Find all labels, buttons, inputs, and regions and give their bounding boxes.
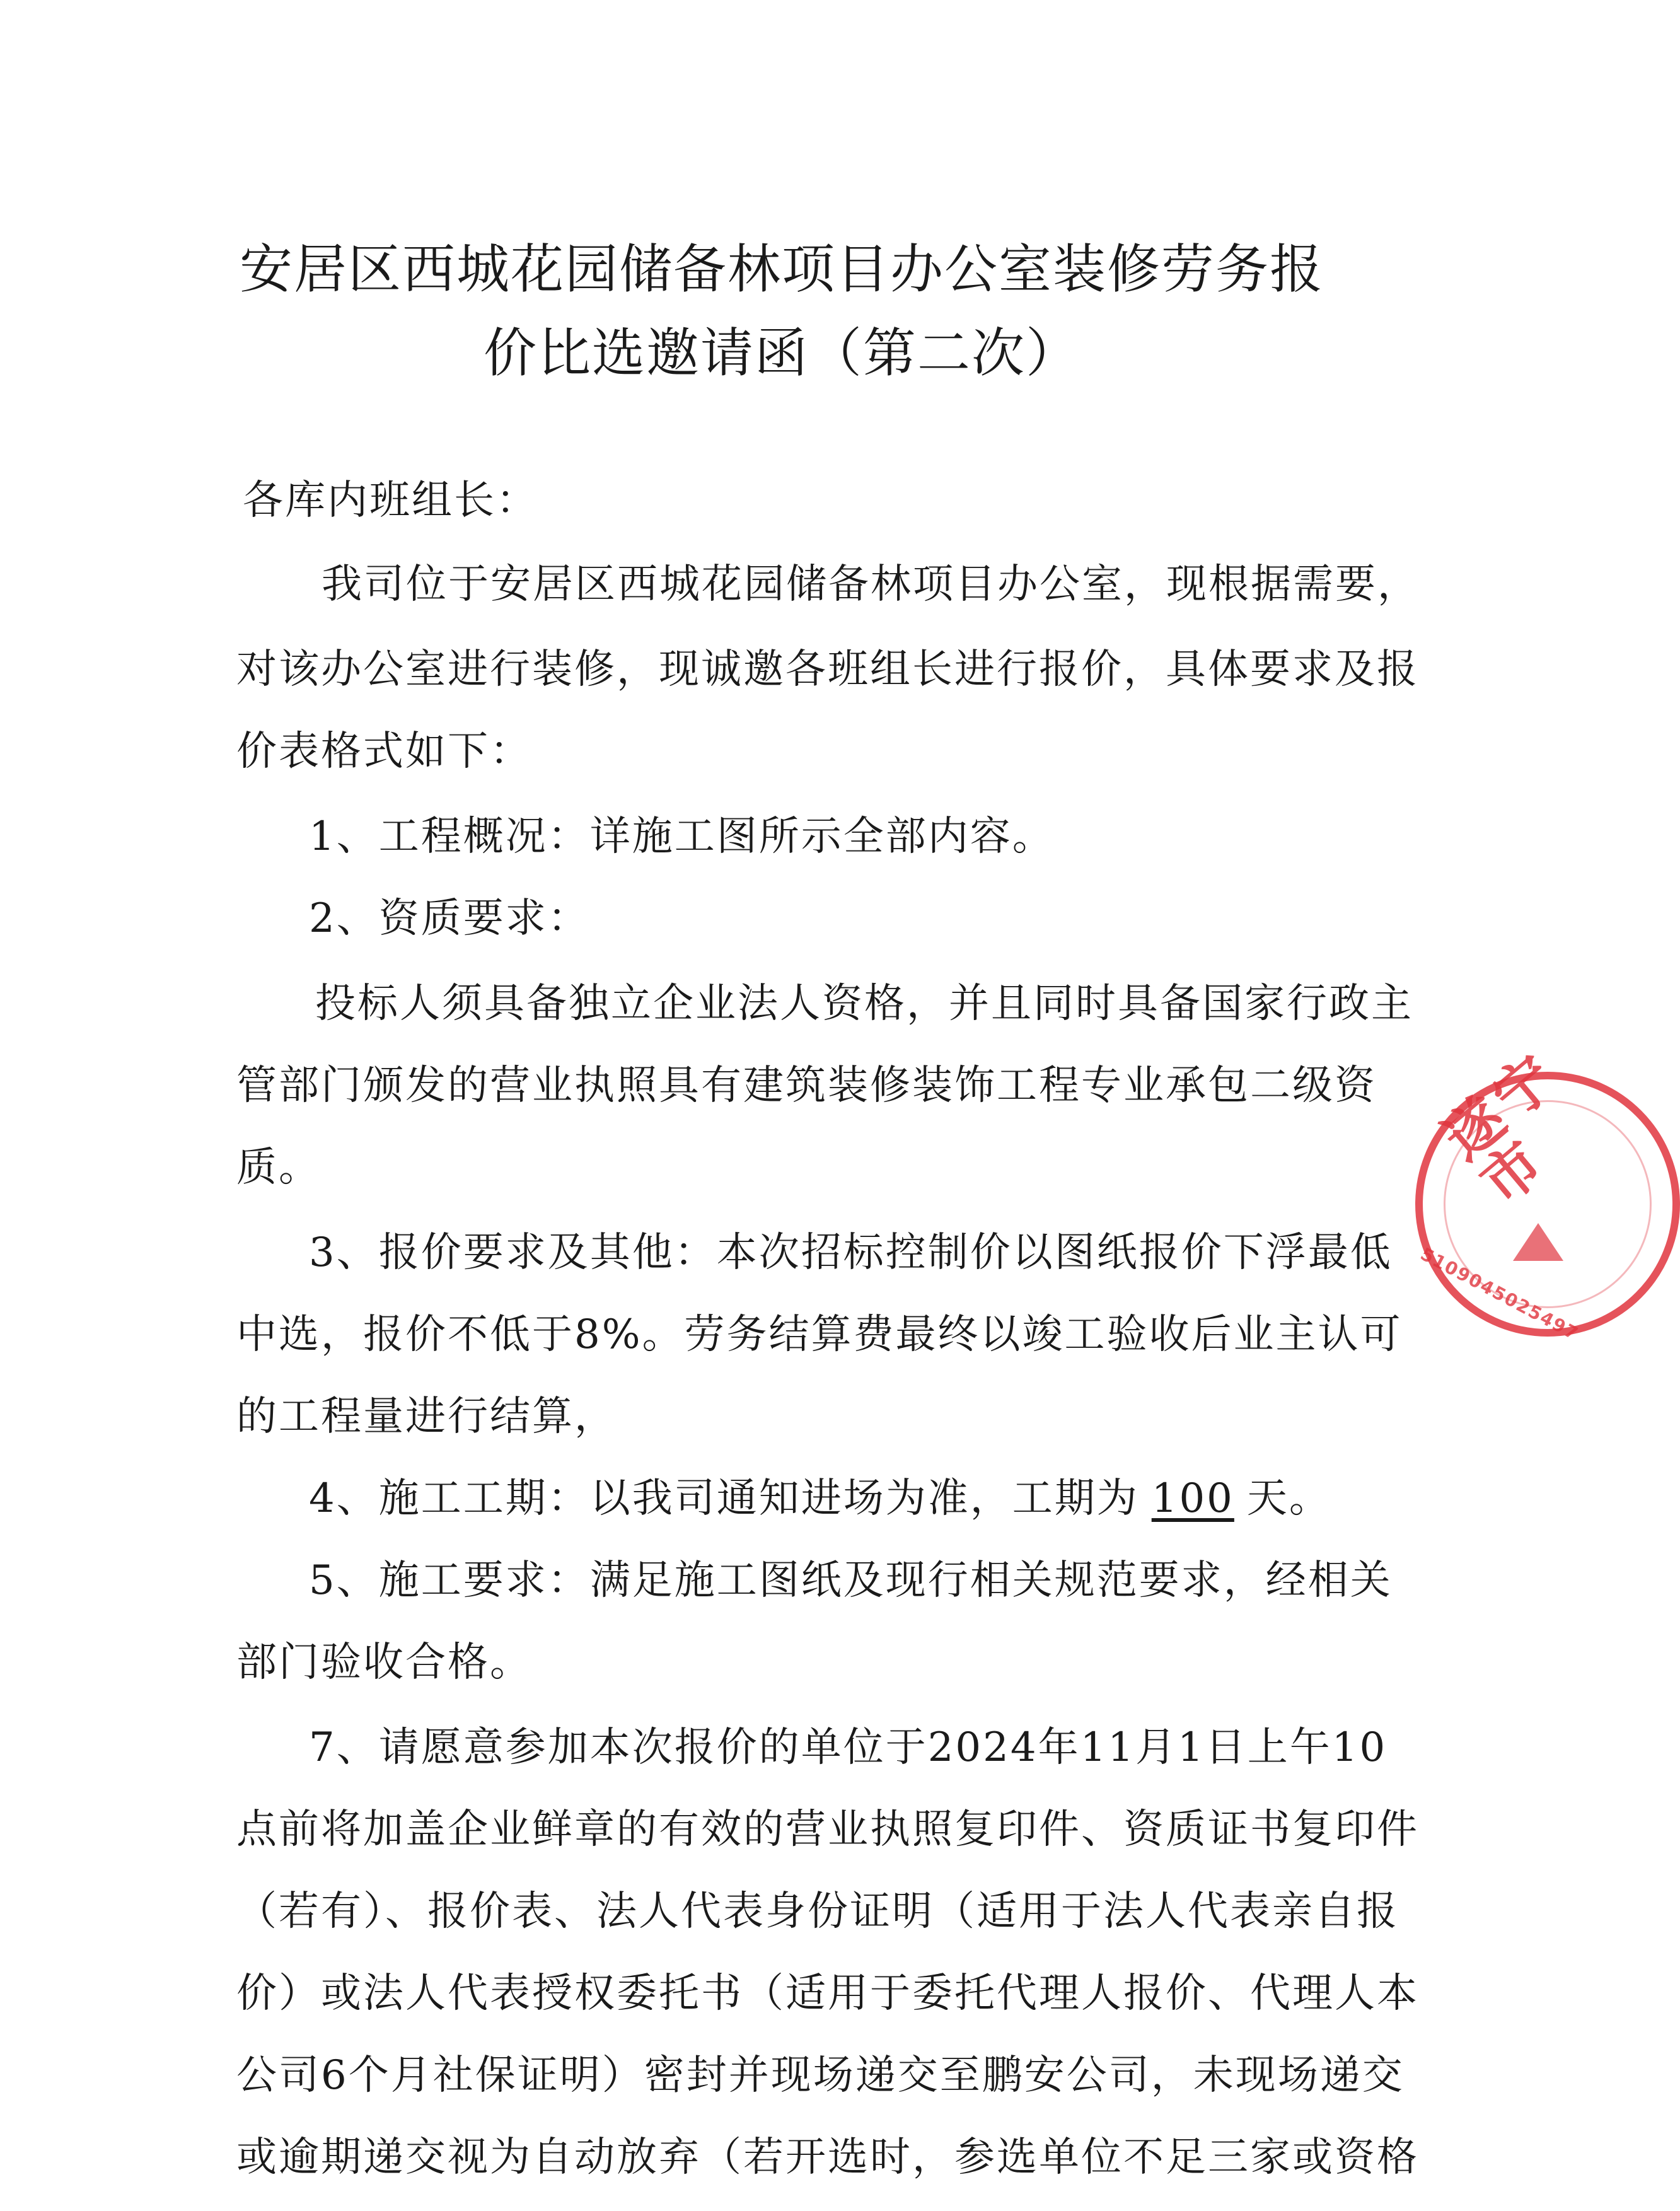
item-2-detail-line-3: 质。 [236,1144,321,1191]
document-title-line-2: 价比选邀请函（第二次） [483,322,1080,384]
item-2-qualification-heading: 2、资质要求： [309,895,590,942]
seal-star-icon [1513,1223,1563,1261]
item-2-detail-line-2: 管部门颁发的营业执照具有建筑装修装饰工程专业承包二级资 [236,1062,1377,1109]
item-4-days: 100 [1151,1475,1234,1522]
item-7-line-4: 价）或法人代表授权委托书（适用于委托代理人报价、代理人本 [236,1970,1419,2017]
intro-line-3: 价表格式如下： [236,728,532,775]
item-7-line-6: 或逾期递交视为自动放弃（若开选时，参选单位不足三家或资格 [236,2134,1419,2181]
item-4-suffix: 天。 [1246,1475,1331,1522]
item-7-line-2: 点前将加盖企业鲜章的有效的营业执照复印件、资质证书复印件 [236,1806,1419,1853]
item-3-line-1: 3、报价要求及其他：本次招标控制价以图纸报价下浮最低 [309,1229,1393,1276]
item-5-line-2: 部门验收合格。 [236,1639,532,1686]
intro-line-2: 对该办公室进行装修，现诚邀各班组长进行报价，具体要求及报 [236,646,1419,693]
intro-line-1: 我司位于安居区西城花园储备林项目办公室，现根据需要， [322,561,1420,608]
item-5-line-1: 5、施工要求：满足施工图纸及现行相关规范要求，经相关 [309,1557,1393,1604]
item-3-line-2: 中选，报价不低于8%。劳务结算费最终以竣工验收后业主认可 [236,1311,1403,1358]
item-7-line-5: 公司6个月社保证明）密封并现场递交至鹏安公司，未现场递交 [236,2052,1405,2099]
seal-code-text: 5109045025497 [1416,1243,1582,1345]
item-4-prefix: 4、施工工期：以我司通知进场为准，工期为 [309,1475,1139,1522]
document-title-line-1: 安居区西城花园储备林项目办公室装修劳务报 [239,238,1324,300]
item-1-overview: 1、工程概况：详施工图所示全部内容。 [309,813,1055,860]
item-7-line-3: （若有）、报价表、法人代表身份证明（适用于法人代表亲自报 [236,1888,1399,1935]
item-7-line-1: 7、请愿意参加本次报价的单位于2024年11月1日上午10 [309,1724,1387,1771]
seal-city-text: 遂宁市 [1430,1038,1573,1218]
item-2-detail-line-1: 投标人须具备独立企业法人资格，并且同时具备国家行政主 [315,980,1413,1027]
salutation: 各库内班组长： [243,477,538,524]
item-3-line-3: 的工程量进行结算， [236,1393,617,1440]
item-4-schedule [309,1475,1331,1522]
